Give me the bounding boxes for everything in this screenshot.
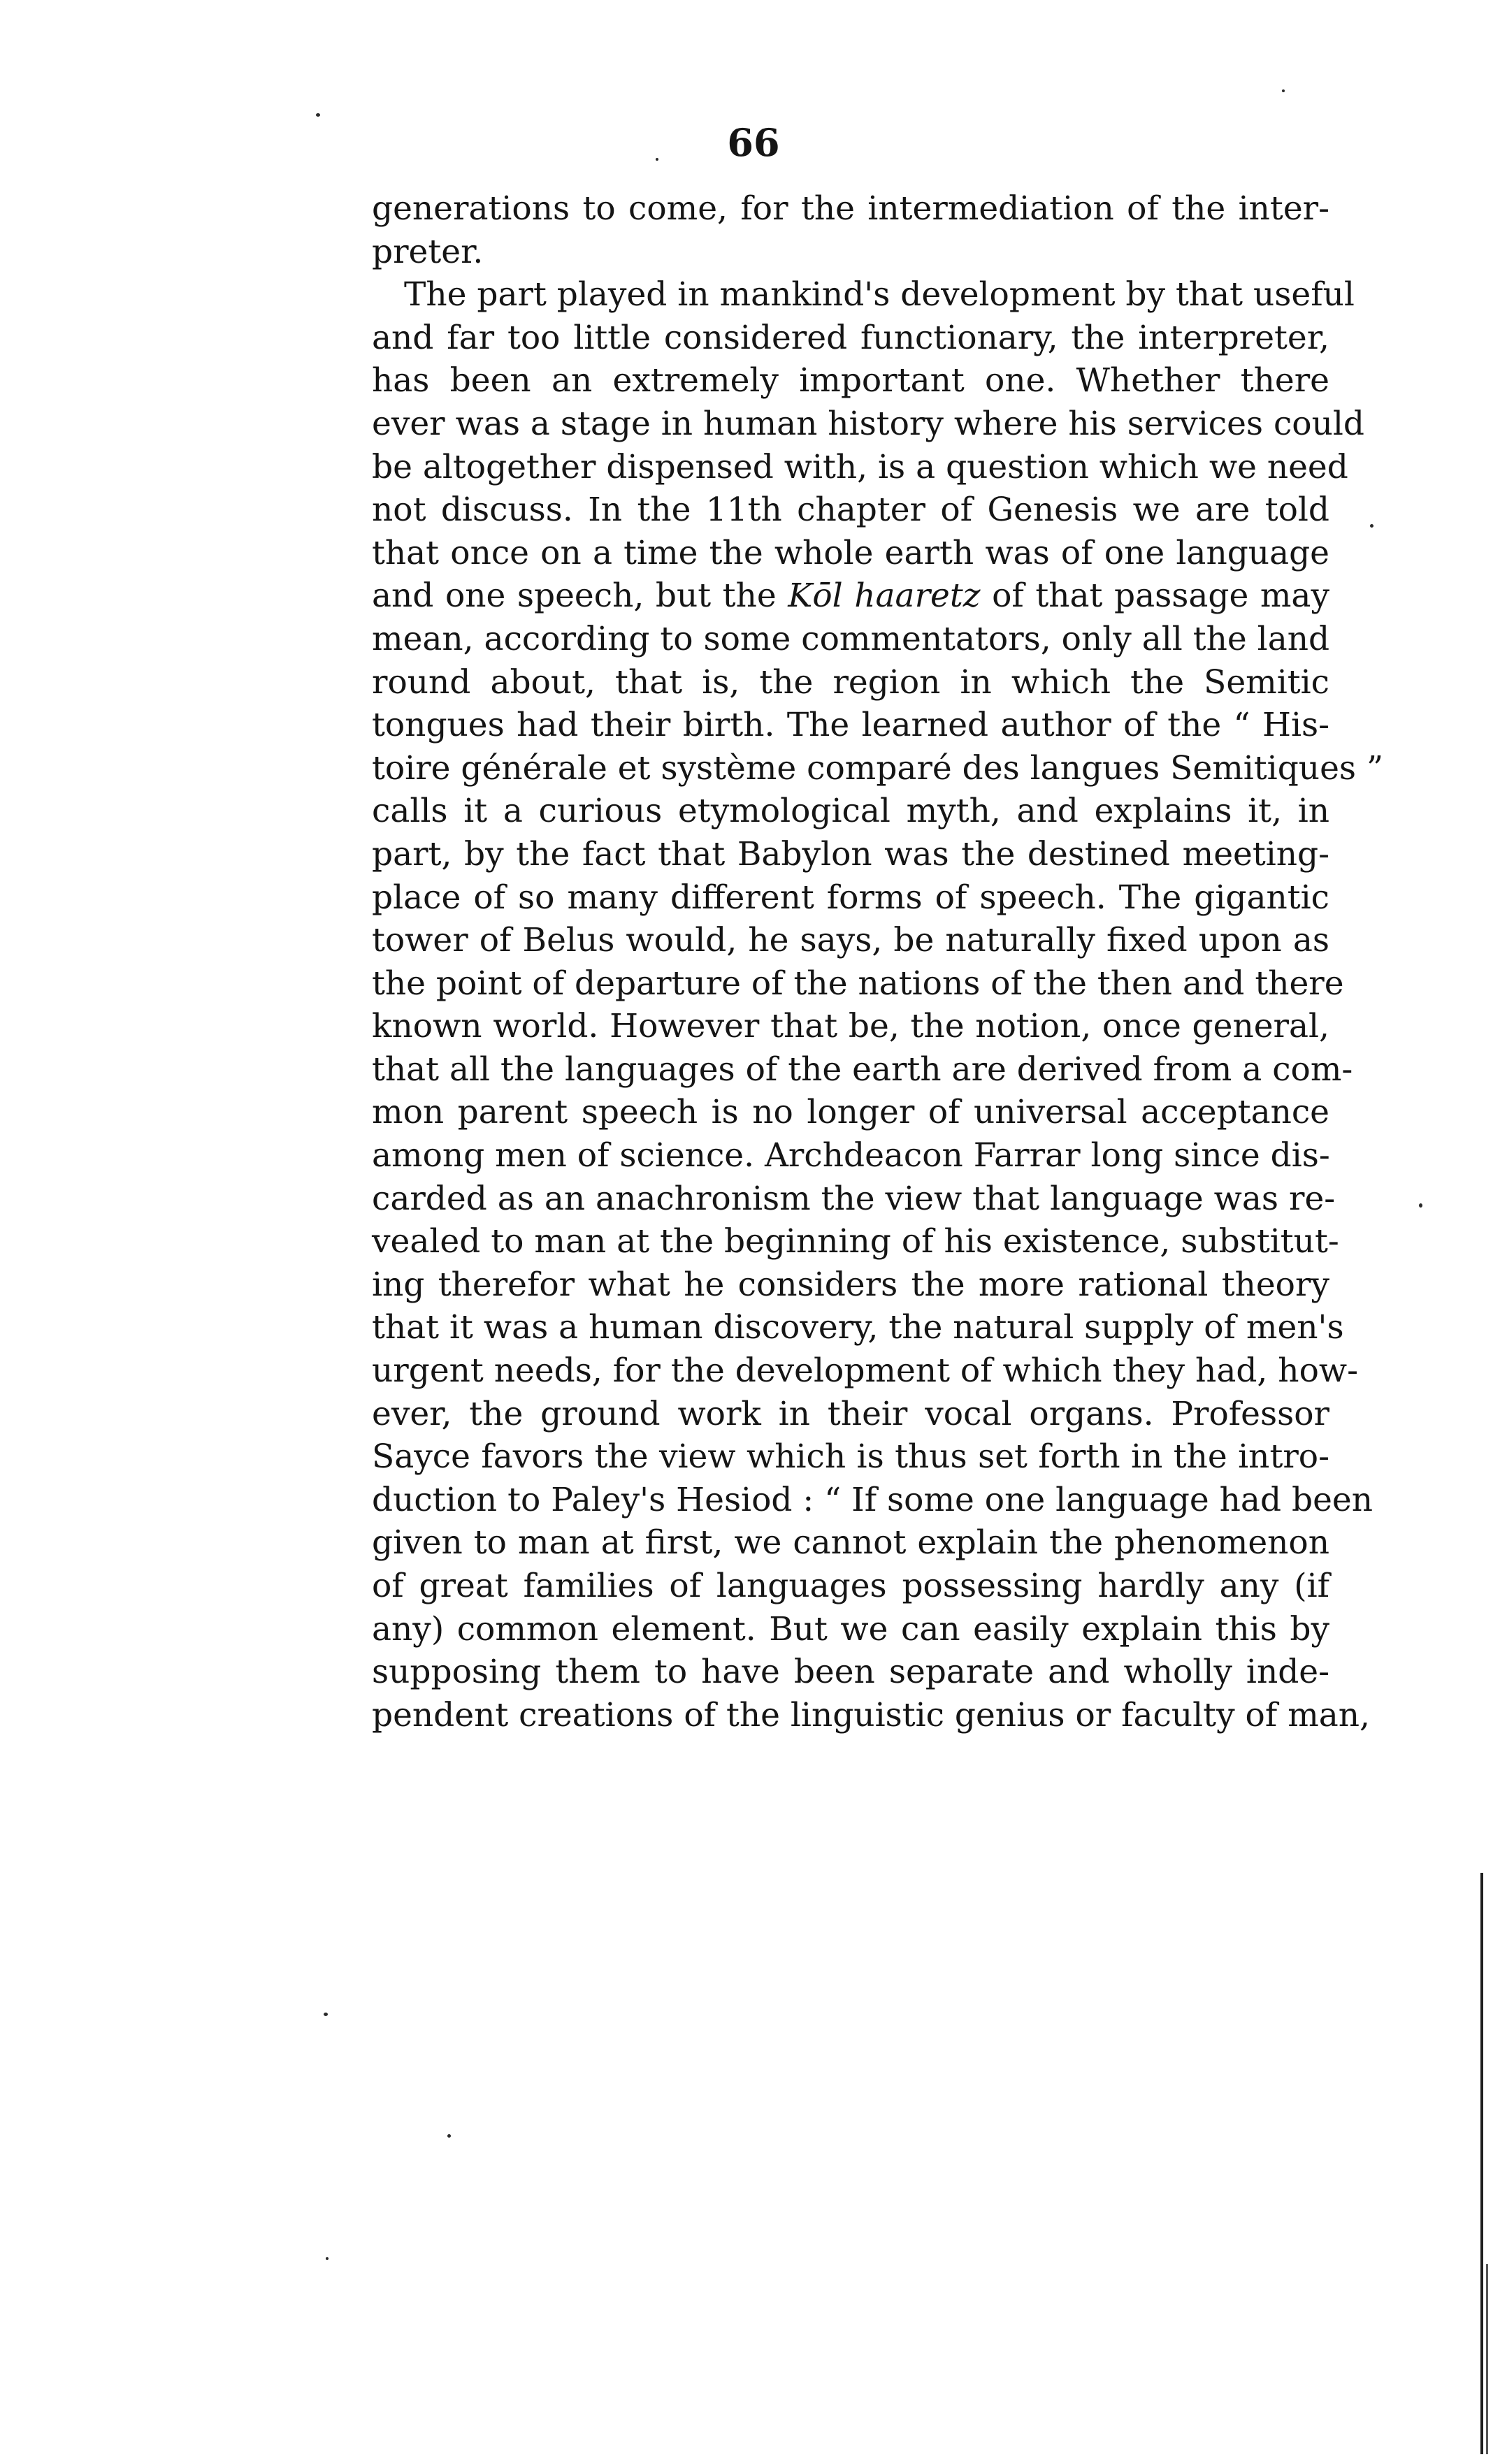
text-line: pendent creations of the linguistic genius or faculty of man, — [372, 1695, 1370, 1734]
scan-speck — [324, 2013, 328, 2016]
scan-speck — [1282, 89, 1285, 92]
text-line: has been an extremely important one. Whether there — [372, 361, 1329, 400]
text-line: among men of science. Archdeacon Farrar long since dis- — [372, 1136, 1330, 1175]
text-line: not discuss. In the 11th chapter of Genesis we are told — [372, 491, 1329, 530]
italic-phrase: Kōl haaretz — [788, 577, 981, 616]
scan-speck — [447, 2134, 451, 2138]
scan-speck — [1370, 524, 1373, 528]
text-line: tongues had their birth. The learned author of the “ His- — [372, 706, 1329, 745]
text-line: tower of Belus would, he says, be naturally fixed upon as — [372, 921, 1329, 960]
text-line: that all the languages of the earth are derived from a com- — [372, 1050, 1353, 1089]
text-line: round about, that is, the region in which the Semitic — [372, 662, 1329, 702]
text-line: and one speech, but the Kōl haaretz of that passage may — [372, 577, 1329, 616]
body-text — [372, 187, 1383, 1737]
text-line: known world. However that be, the notion, once general, — [372, 1007, 1329, 1046]
scan-speck — [326, 2257, 329, 2260]
page-number: 66 — [727, 120, 780, 165]
text-line: The part played in mankind's development by that useful — [404, 275, 1355, 314]
text-line: mean, according to some commentators, only all the land — [372, 619, 1330, 658]
text-line: Sayce favors the view which is thus set forth in the intro- — [372, 1437, 1329, 1477]
text-line: the point of departure of the nations of the then and there — [372, 964, 1344, 1003]
scan-speck — [1419, 1203, 1422, 1208]
text-line: ever, the ground work in their vocal organs. Professor — [372, 1394, 1329, 1433]
text-line: given to man at first, we cannot explain the phenomenon — [372, 1523, 1329, 1563]
text-line: preter. — [372, 232, 484, 271]
scan-edge-line — [1486, 2264, 1488, 2454]
text-line: urgent needs, for the development of which they had, how- — [372, 1351, 1358, 1391]
scan-speck — [656, 158, 658, 161]
text-line: carded as an anachronism the view that language was re- — [372, 1179, 1336, 1218]
scan-speck — [316, 113, 320, 117]
text-line: be altogether dispensed with, is a question which we need — [372, 447, 1348, 486]
text-line: calls it a curious etymological myth, and explains it, in — [372, 792, 1329, 831]
text-line: supposing them to have been separate and wholly inde- — [372, 1653, 1329, 1692]
text-line: vealed to man at the beginning of his existence, substitut- — [372, 1222, 1339, 1261]
text-line: part, by the fact that Babylon was the destined meeting- — [372, 834, 1329, 874]
text-line: ever was a stage in human history where his services could — [372, 404, 1364, 443]
text-line: mon parent speech is no longer of universal acceptance — [372, 1093, 1329, 1132]
text-line: generations to come, for the intermediation of the inter- — [372, 189, 1329, 228]
text-line: duction to Paley's Hesiod : “ If some one language had been — [372, 1480, 1373, 1519]
text-line: place of so many different forms of speech. The gigantic — [372, 878, 1329, 917]
text-line: any) common element. But we can easily explain this by — [372, 1609, 1329, 1648]
text-line: toire générale et système comparé des langues Semitiques ” — [372, 748, 1383, 788]
text-line: and far too little considered functionary, the interpreter, — [372, 318, 1329, 357]
text-line: ing therefor what he considers the more rational theory — [372, 1265, 1329, 1304]
text-line: that it was a human discovery, the natural supply of men's — [372, 1308, 1344, 1347]
text-line: that once on a time the whole earth was of one language — [372, 533, 1329, 572]
scan-edge-line — [1480, 1873, 1483, 2454]
text-line: of great families of languages possessing hardly any (if — [372, 1567, 1329, 1605]
